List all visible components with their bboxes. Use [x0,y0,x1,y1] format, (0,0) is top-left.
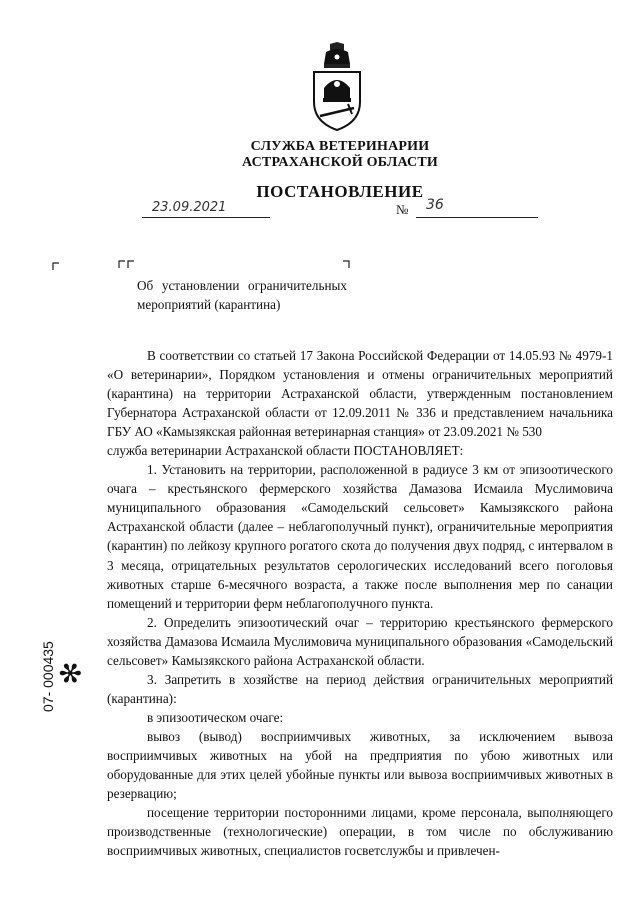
paragraph-visit-ban: посещение территории посторонними лицами, кроме персонала, выполняющего производственные (технологические) операции, в том числе по обслуживанию восприимчивых животных, специалистов госветслужбы и привлечен- [107,805,613,859]
asterisk-mark-icon: ✻ [54,661,88,685]
paragraph-basis: В соответствии со статьей 17 Закона Российской Федерации от 14.05.93 № 4979-1 «О ветеринарии», Порядком установления и отмены ограничительных мероприятий (карантина) на территории Астраханской области, утвержденным постановлением Губернатора Астраханской области от 12.09.2011 № 336 и представлением начальника ГБУ АО «Камызякская районная ветеринарная станция» от 23.09.2021 № 530 [107,348,613,440]
coat-of-arms-icon [308,42,366,132]
number-underline [416,217,538,218]
document-date: 23.09.2021 [152,200,227,215]
document-number: 36 [426,197,444,213]
paragraph-item-3: 3. Запретить в хозяйстве на период действия ограничительных мероприятий (карантина): [107,671,613,706]
left-margin-corner [52,262,60,270]
org-name-line1: СЛУЖБА ВЕТЕРИНАРИИ [250,139,430,154]
date-underline [142,217,270,218]
paragraph-outbreak-focus: в эпизоотическом очаге: [147,709,284,725]
document-title: ПОСТАНОВЛЕНИЕ [256,182,424,201]
number-label: № [396,202,409,217]
subject-corner-right [342,260,350,268]
document-body [107,346,613,860]
document-subject: Об установлении ограничительных мероприятий (карантина) [137,278,347,312]
paragraph-resolves: служба ветеринарии Астраханской области ПОСТАНОВЛЯЕТ: [107,443,464,459]
side-code-text: 07- 000435 [40,641,56,712]
subject-corner-left2 [127,260,135,268]
org-name-line2: АСТРАХАНСКОЙ ОБЛАСТИ [241,155,438,170]
paragraph-item-1: 1. Установить на территории, расположенной в радиусе 3 км от эпизоотического очага – крестьянского фермерского хозяйства Дамазова Исмаила Муслимовича муниципального образования «Самодельский сельсовет» Камызякского района Астраханской области (далее – неблагополучный пункт), ограничительные мероприятия (карантин) по лейкозу крупного рогатого скота до получения двух подряд, с интервалом в 3 месяца, отрицательных результатов серологических исследований всего поголовья животных старше 6-месячного возраста, а также после выполнения мер по санации помещений и территории ферм неблагополучного пункта. [107,462,613,611]
subject-corner-left [118,260,126,268]
paragraph-export-ban: вывоз (вывод) восприимчивых животных, за исключением вывоза восприимчивых животных на убой на предприятия по убою животных или оборудованные для этих целей убойные пункты или вывоза восприимчивых животных в резервацию; [107,728,613,802]
paragraph-item-2: 2. Определить эпизоотический очаг – территорию крестьянского фермерского хозяйства Дамазова Исмаила Муслимовича муниципального образования «Самодельский сельсовет» Камызякского района Астраханской области. [107,614,613,668]
